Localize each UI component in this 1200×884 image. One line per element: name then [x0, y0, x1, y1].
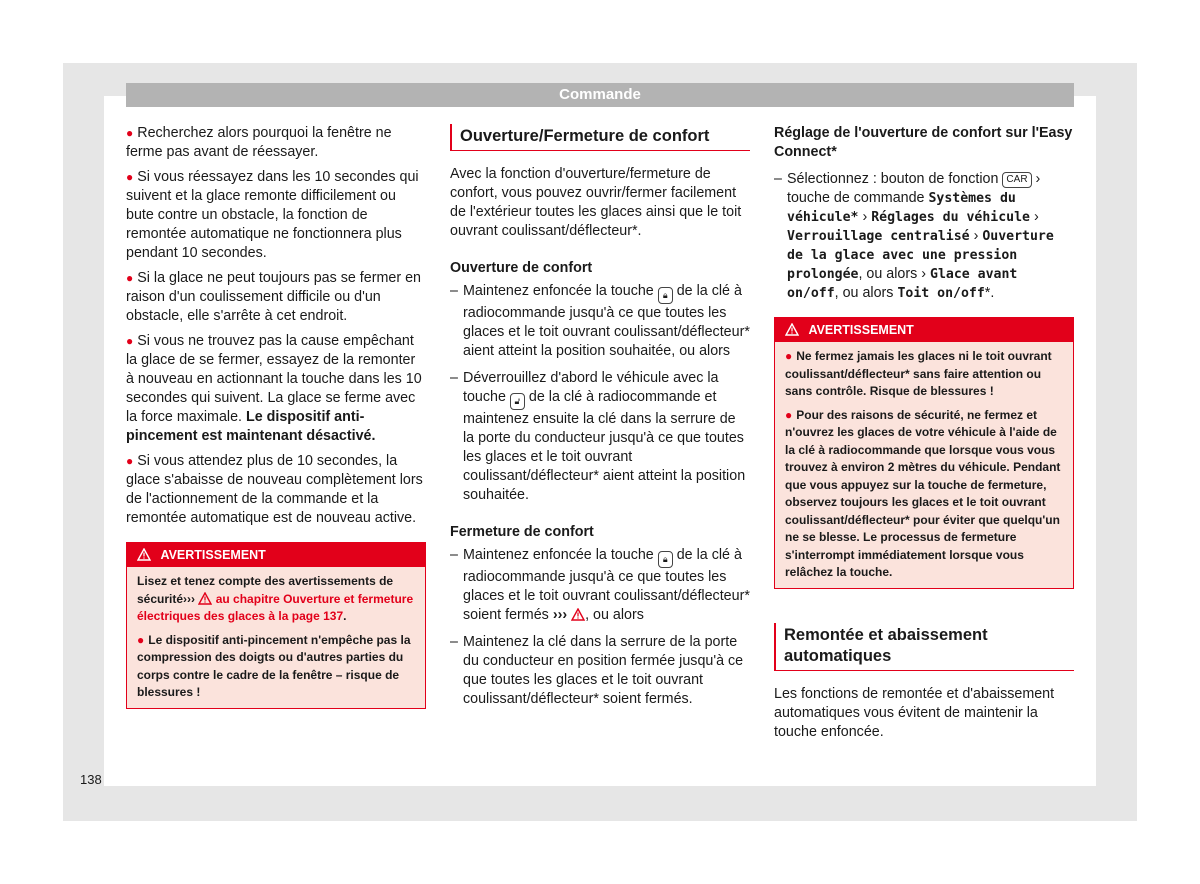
bullet-icon: ●	[126, 334, 134, 348]
list-item: – Maintenez enfoncée la touche 🔒︎ de la clé à radiocommande jusqu'à ce que toutes les glaces et le toit ouvrant coulissant/déflecteur* soient fermés ››› , ou alors	[450, 547, 750, 623]
warning-paragraph: ● Pour des raisons de sécurité, ne fermez et n'ouvrez les glaces de votre véhicule à l'aide de la clé à radiocommande que lorsque vous vous trouvez à environ 2 mètres du véhicule. Pendant que vous appuyez sur la touche de fermeture, observez toujours les glaces et le toit ouvrant coulissant/déflecteur* pour éviter que quelqu'un ne se blesse. Le processus de fermeture s'interrompt immédiatement lorsque vous relâchez la touche.	[785, 407, 1061, 579]
bullet-icon: ●	[126, 454, 134, 468]
lock-key-icon: 🔒︎	[658, 551, 673, 568]
warning-box	[774, 317, 1074, 589]
warning-body	[775, 342, 1073, 588]
bullet-icon: ●	[137, 632, 145, 647]
list-item: ● Si vous réessayez dans les 10 secondes qui suivent et la glace remonte difficilement ou bute contre un obstacle, la fonction de remontée automatique ne fonctionnera plus pendant 10 secondes.	[126, 169, 419, 261]
list-item: ● Si la glace ne peut toujours pas se fermer en raison d'un coulissement difficile ou d'un obstacle, elle s'arrête à cet endroit.	[126, 270, 421, 324]
cross-ref-link[interactable]: au chapitre Ouverture et fermeture électriques des glaces à la page 137	[137, 591, 414, 623]
subheading: Fermeture de confort	[450, 524, 594, 540]
warning-header: AVERTISSEMENT	[775, 318, 1073, 342]
warning-paragraph: Lisez et tenez compte des avertissements de sécurité››› au chapitre Ouverture et fermeture électriques des glaces à la page 137.	[137, 574, 414, 623]
column-right	[774, 124, 1074, 742]
bullet-icon: ●	[785, 407, 793, 422]
section-heading: Réglage de l'ouverture de confort sur l'Easy Connect*	[774, 125, 1073, 160]
warning-box	[126, 542, 426, 709]
page-header: Commande	[126, 83, 1074, 107]
bullet-icon: ●	[126, 271, 134, 285]
warning-triangle-icon	[785, 323, 799, 336]
warning-paragraph: ● Le dispositif anti-pincement n'empêche pas la compression des doigts ou d'autres parties du corps contre le cadre de la fenêtre – risque de blessures !	[137, 632, 411, 699]
bullet-icon: ●	[126, 126, 134, 140]
page-number: 138	[80, 772, 102, 787]
column-left	[126, 124, 426, 709]
list-item: – Maintenez enfoncée la touche 🔒︎ de la clé à radiocommande jusqu'à ce que toutes les glaces et le toit ouvrant coulissant/déflecteur* aient atteint la position souhaitée, ou alors	[450, 283, 750, 359]
list-item: ● Si vous attendez plus de 10 secondes, la glace s'abaisse de nouveau complètement lors de l'actionnement de la commande et la remontée automatique est de nouveau active.	[126, 453, 423, 526]
cross-ref-arrows: ›››	[183, 591, 196, 606]
car-button-icon: CAR	[1002, 172, 1031, 188]
subheading: Ouverture de confort	[450, 260, 593, 276]
warning-paragraph: ● Ne fermez jamais les glaces ni le toit ouvrant coulissant/déflecteur* sans faire attention ou sans contrôle. Risque de blessures !	[785, 349, 1052, 398]
cross-ref-arrows: ›››	[552, 607, 568, 623]
warning-body	[127, 567, 425, 708]
list-item: – Maintenez la clé dans la serrure de la porte du conducteur en position fermée jusqu'à ce que toutes les glaces et le toit ouvrant coulissant/déflecteur* soient fermés.	[450, 634, 744, 707]
column-middle	[450, 124, 750, 717]
warning-triangle-icon	[137, 548, 151, 561]
warning-triangle-icon	[198, 592, 212, 605]
warning-header: AVERTISSEMENT	[127, 543, 425, 567]
list-item: – Déverrouillez d'abord le véhicule avec la touche 🔓︎ de la clé à radiocommande et maintenez ensuite la clé dans la serrure de la porte du conducteur jusqu'à ce que toutes les glaces et le toit ouvrant coulissant/déflecteur* aient atteint la position souhaitée.	[450, 370, 746, 503]
section-title: Remontée et abaissement automatiques	[774, 623, 1074, 671]
bullet-icon: ●	[785, 349, 793, 363]
body-text: Les fonctions de remontée et d'abaissement automatiques vous évitent de maintenir la touche enfoncée.	[774, 685, 1055, 740]
list-item: ● Si vous ne trouvez pas la cause empêchant la glace de se fermer, essayez de la remonter à nouveau en actionnant la touche dans les 10 secondes qui suivent. La glace se ferme avec la force maximale. Le dispositif anti-pincement est maintenant désactivé.	[126, 333, 422, 444]
section-title: Ouverture/Fermeture de confort	[450, 124, 750, 151]
list-item: – Sélectionnez : bouton de fonction CAR › touche de commande Systèmes du véhicule* › Réglages du véhicule › Verrouillage centralisé › Ouverture de la glace avec une pression prolongée, ou alors › Glace avant on/off, ou alors Toit on/off*.	[774, 171, 1054, 301]
bullet-icon: ●	[126, 170, 134, 184]
warning-triangle-icon	[571, 608, 585, 621]
lock-key-icon: 🔒︎	[658, 287, 673, 304]
unlock-key-icon: 🔓︎	[510, 393, 525, 410]
intro-text: Avec la fonction d'ouverture/fermeture de confort, vous pouvez ouvrir/fermer facilement de l'extérieur toutes les glaces ainsi que le toit ouvrant coulissant/déflecteur*.	[450, 166, 742, 239]
list-item: ● Recherchez alors pourquoi la fenêtre ne ferme pas avant de réessayer.	[126, 125, 392, 160]
